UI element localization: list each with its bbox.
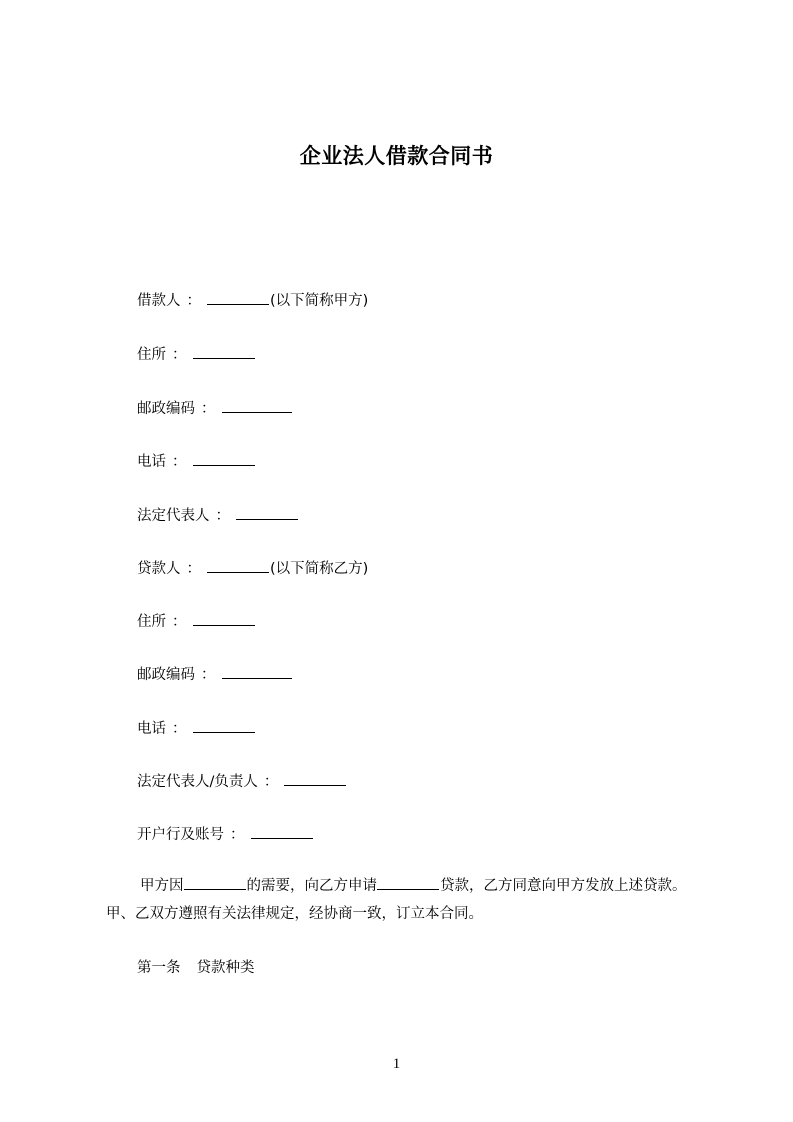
paragraph-text-2: 的需要，向乙方申请 [246, 878, 377, 894]
blank-line [184, 875, 246, 890]
blank-line [251, 824, 313, 839]
blank-line [377, 875, 439, 890]
field-lender [137, 558, 368, 579]
field-colon: ： [186, 561, 201, 577]
blank-line [193, 611, 255, 626]
blank-line [284, 771, 346, 786]
blank-line [236, 505, 298, 520]
field-lender-postcode [137, 664, 293, 685]
paragraph-text-1: 甲方因 [140, 878, 184, 894]
field-colon: ： [215, 508, 230, 524]
blank-line [193, 451, 255, 466]
blank-line [222, 398, 292, 413]
article-number: 第一条 [137, 960, 181, 976]
field-borrower-legal-rep [137, 505, 299, 526]
field-colon: ： [263, 774, 279, 790]
field-lender-phone [137, 718, 256, 739]
article-title: 贷款种类 [196, 960, 255, 976]
field-label: 法定代表人/负责人 [137, 774, 258, 790]
field-borrower-address [137, 344, 256, 365]
field-label: 法定代表人 [137, 508, 210, 524]
intro-paragraph [106, 872, 702, 928]
field-lender-legal-rep [137, 771, 347, 792]
page-number: 1 [392, 1056, 401, 1072]
field-label: 邮政编码 [137, 401, 195, 417]
blank-line [207, 558, 269, 573]
field-label: 电话 [137, 721, 166, 737]
field-borrower-phone [137, 451, 256, 472]
field-colon: ： [186, 293, 201, 309]
article-heading [137, 958, 255, 978]
field-suffix: (以下简称乙方) [270, 561, 369, 577]
field-lender-address [137, 611, 256, 632]
blank-line [193, 344, 255, 359]
field-label: 住所 [137, 347, 166, 363]
field-label: 借款人 [137, 293, 181, 309]
blank-line [207, 290, 269, 305]
field-colon: ： [172, 454, 187, 470]
paragraph-text-3: 贷款，乙方同意向甲方发放上述贷款。甲、乙双方遵照有关法律规定，经协商一致，订立本合同。 [106, 878, 687, 922]
document-title: 企业法人借款合同书 [299, 144, 494, 168]
field-colon: ： [172, 721, 187, 737]
blank-line [193, 718, 255, 733]
field-colon: ： [201, 667, 216, 683]
field-bank-account [137, 824, 314, 845]
field-colon: ： [172, 614, 187, 630]
field-borrower-postcode [137, 398, 293, 419]
field-suffix: (以下简称甲方) [270, 293, 369, 309]
field-colon: ： [201, 401, 216, 417]
field-colon: ： [172, 347, 187, 363]
field-label: 邮政编码 [137, 667, 195, 683]
blank-line [222, 664, 292, 679]
field-label: 电话 [137, 454, 166, 470]
field-label: 贷款人 [137, 561, 181, 577]
field-label: 开户行及账号 [137, 827, 224, 843]
field-colon: ： [230, 827, 245, 843]
field-label: 住所 [137, 614, 166, 630]
field-borrower [137, 290, 368, 311]
